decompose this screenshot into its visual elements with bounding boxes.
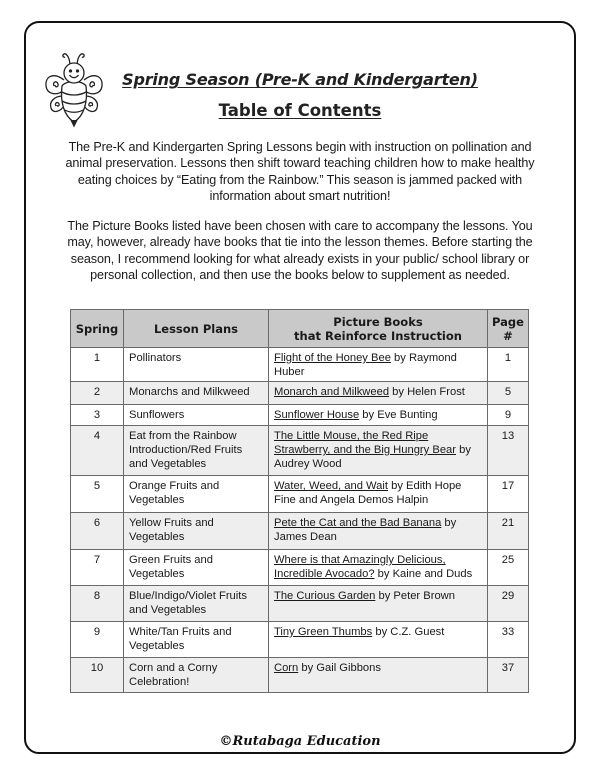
book-author: by Edith Hope Fine and Angela Demos Halpin xyxy=(274,480,462,506)
book-title: Tiny Green Thumbs xyxy=(274,626,373,638)
lesson-number: 7 xyxy=(71,550,124,586)
book-author: by Gail Gibbons xyxy=(298,662,381,674)
book-author: by Kaine and Duds xyxy=(374,568,473,580)
picture-book xyxy=(269,426,488,476)
intro-paragraph-1: The Pre-K and Kindergarten Spring Lessons begin with instruction on pollination and animal preservation. Lessons then shift toward teaching children how to make healthy eating choices by “Eating from the Rainbow.” This season is jammed packed with information about smart nutrition! xyxy=(65,140,535,204)
page-number: 37 xyxy=(488,658,529,693)
lesson-plan: Eat from the Rainbow Introduction/Red Fruits and Vegetables xyxy=(124,426,269,476)
intro-paragraph-2: The Picture Books listed have been chosen with care to accompany the lessons. You may, however, already have books that tie into the lesson themes. Before starting the season, I recommend looking for what already exists in your public/ school library or personal collection, and then use the books below to supplement as needed. xyxy=(67,219,533,283)
lesson-plan: Green Fruits and Vegetables xyxy=(124,550,269,586)
book-author: by C.Z. Guest xyxy=(372,626,445,638)
table-row xyxy=(71,622,529,658)
table-row xyxy=(71,382,529,405)
lesson-number: 2 xyxy=(71,382,124,405)
table-row xyxy=(71,426,529,476)
lesson-plan: White/Tan Fruits and Vegetables xyxy=(124,622,269,658)
page-number: 29 xyxy=(488,586,529,622)
book-title: Flight of the Honey Bee xyxy=(274,352,391,364)
book-title: Monarch and Milkweed xyxy=(274,386,390,398)
table-row xyxy=(71,513,529,550)
page-subtitle: Table of Contents xyxy=(218,101,382,120)
column-header-picture-books xyxy=(269,310,488,348)
book-title: Pete the Cat and the Bad Banana xyxy=(274,517,442,529)
lesson-plan: Pollinators xyxy=(124,348,269,382)
book-author: by James Dean xyxy=(274,517,457,543)
book-author: by Eve Bunting xyxy=(359,409,438,421)
copyright-footer: ©Rutabaga Education xyxy=(219,734,381,749)
page-number: 33 xyxy=(488,622,529,658)
lesson-number: 5 xyxy=(71,476,124,513)
picture-book xyxy=(269,476,488,513)
page-number: 17 xyxy=(488,476,529,513)
picture-book xyxy=(269,622,488,658)
table-row xyxy=(71,348,529,382)
lesson-number: 1 xyxy=(71,348,124,382)
book-author: by Helen Frost xyxy=(389,386,465,398)
books-header-line2: that Reinforce Instruction xyxy=(294,328,462,343)
page-number: 13 xyxy=(488,426,529,476)
lesson-number: 8 xyxy=(71,586,124,622)
book-title: Water, Weed, and Wait xyxy=(274,480,388,492)
book-author: by Audrey Wood xyxy=(274,444,471,470)
table-row xyxy=(71,476,529,513)
lesson-number: 10 xyxy=(71,658,124,693)
picture-book xyxy=(269,550,488,586)
picture-book xyxy=(269,586,488,622)
lesson-plan: Orange Fruits and Vegetables xyxy=(124,476,269,513)
table-of-contents xyxy=(70,309,529,693)
picture-book xyxy=(269,513,488,550)
page-number: 9 xyxy=(488,405,529,426)
table-row xyxy=(71,586,529,622)
lesson-number: 4 xyxy=(71,426,124,476)
page-number: 25 xyxy=(488,550,529,586)
book-title: The Little Mouse, the Red Ripe Strawberry, and the Big Hungry Bear xyxy=(274,430,456,456)
page-number: 5 xyxy=(488,382,529,405)
table-row xyxy=(71,658,529,693)
page-title: Spring Season (Pre-K and Kindergarten) xyxy=(122,70,478,89)
book-title: Sunflower House xyxy=(274,409,360,421)
page-header-line2: # xyxy=(503,328,513,343)
picture-book xyxy=(269,405,488,426)
lesson-number: 3 xyxy=(71,405,124,426)
book-title: Corn xyxy=(274,662,299,674)
lesson-plan: Corn and a Corny Celebration! xyxy=(124,658,269,693)
picture-book xyxy=(269,348,488,382)
lesson-plan: Monarchs and Milkweed xyxy=(124,382,269,405)
lesson-plan: Blue/Indigo/Violet Fruits and Vegetables xyxy=(124,586,269,622)
lesson-number: 6 xyxy=(71,513,124,550)
column-header-lesson-plans: Lesson Plans xyxy=(124,310,269,348)
books-header-line1: Picture Books xyxy=(333,314,423,329)
lesson-plan: Yellow Fruits and Vegetables xyxy=(124,513,269,550)
page-number: 1 xyxy=(488,348,529,382)
column-header-spring: Spring xyxy=(71,310,124,348)
picture-book xyxy=(269,658,488,693)
column-header-page xyxy=(488,310,529,348)
book-title: The Curious Garden xyxy=(274,590,376,602)
table-row xyxy=(71,405,529,426)
table-header-row xyxy=(71,310,529,348)
lesson-plan: Sunflowers xyxy=(124,405,269,426)
book-title: Where is that Amazingly Delicious, Incredible Avocado? xyxy=(274,554,446,580)
bee-icon xyxy=(44,46,104,128)
book-author: by Raymond Huber xyxy=(274,352,457,378)
table-row xyxy=(71,550,529,586)
page-header-line1: Page xyxy=(492,314,524,329)
lesson-number: 9 xyxy=(71,622,124,658)
picture-book xyxy=(269,382,488,405)
book-author: by Peter Brown xyxy=(375,590,455,602)
page-number: 21 xyxy=(488,513,529,550)
